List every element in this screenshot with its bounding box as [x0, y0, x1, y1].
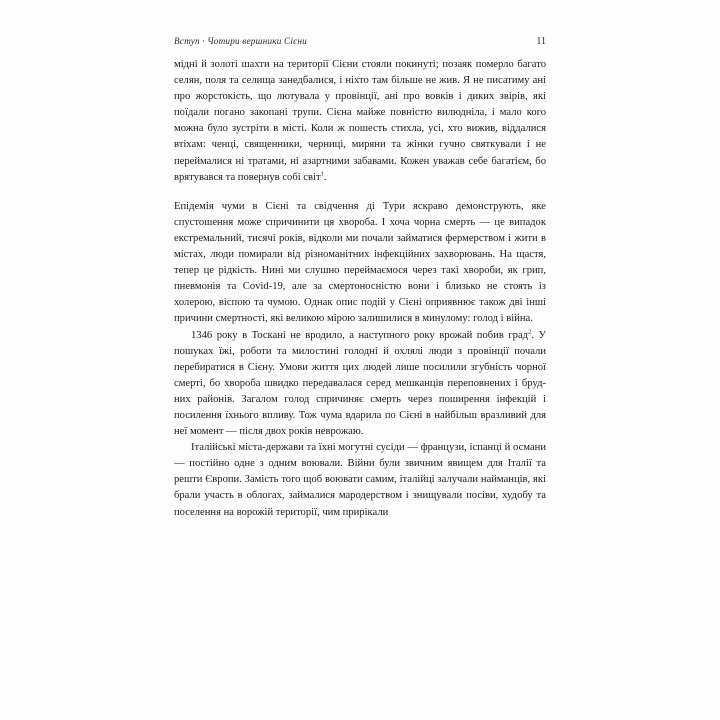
paragraph-1-tail: .: [323, 171, 327, 183]
footnote-marker-1: 1: [320, 170, 324, 178]
text-column: [174, 57, 546, 521]
paragraph-4-text: Італійські міста-держави та їхні могутні сусіди — французи, іспанці й османи — постійно одне з одним воювали. Війни були звичним явищем для Італії та решти Європи. Замість того щоб воювати самим, італійці залучали найманців, які брали участь в облогах, займалися мародерством і знищували посіви, худобу та поселення на ворожій території, чим прирікали: [174, 442, 546, 518]
footnote-marker-2: 2: [528, 327, 532, 335]
paragraph-4: [174, 440, 546, 520]
paragraph-2-text: Епідемія чуми в Сієні та свідчення ді Тури яскраво демонструють, яке спустошення може спричинити ця хвороба. І хоча чорна смерть — це випадок екстремальний, тисячі років, відколи ми почали займатися фермерством і жити в містах, люди помирали від різноманітних інфекційних захворювань. На щастя, тепер це рідкість. Нині ми слушно переймаємося через такі хвороби, як грип, пневмонія та Covid-19, але за смертоносністю вони і близько не стоять із холерою, віспою та чумою. Однак опис подій у Сієні оприявнює також дві інші причини смертності, які великою мірою залишилися в минулому: голод і війна.: [174, 200, 546, 325]
paragraph-1: [174, 57, 546, 186]
paragraph-2: [174, 199, 546, 328]
paragraph-3: [174, 328, 546, 441]
page-number: 11: [536, 36, 546, 47]
paragraph-3-text: 1346 року в Тоскані не вродило, а наступного року врожай побив град: [191, 329, 529, 341]
paragraph-3-rest: . У пошуках їжі, роботи та милостині голодні й охлялі люди з провінції почали перебиратися в Сієну. Умови життя цих людей лише посилили згубність чорної смерті, бо хвороба швидко передавалася серед мешканців переповнених і брудних районів. Загалом голод спричиняє смерть через поширення інфекцій і посилення їхнього впливу. Тож чума вдарила по Сієні в найбільш вразливий для неї момент — після двох років неврожаю.: [174, 329, 546, 438]
page-header: [174, 36, 546, 51]
running-head: Вступ · Чотири вершники Сієни: [174, 36, 307, 46]
paragraph-1-text: мідні й золоті шахти на території Сієни стояли покинуті; позаяк померло багато селян, поля та селища занедбалися, і ніхто там більше не жив. Я не писатиму ані про жорстокість, що лютувала у провінції, ані про вовків і диких звірів, які поїдали погано закопані трупи. Сієна майже повністю вилюдніла, і мало кого можна було зустріти в місті. Коли ж пошесть стихла, усі, хто вижив, віддалися втіхам: ченці, священники, черниці, миряни та жінки гучно святкували і не переймалися ні тратами, ні азартними забавами. Кожен уважав себе багатієм, бо врятувався та повернув собі світ: [174, 59, 546, 183]
